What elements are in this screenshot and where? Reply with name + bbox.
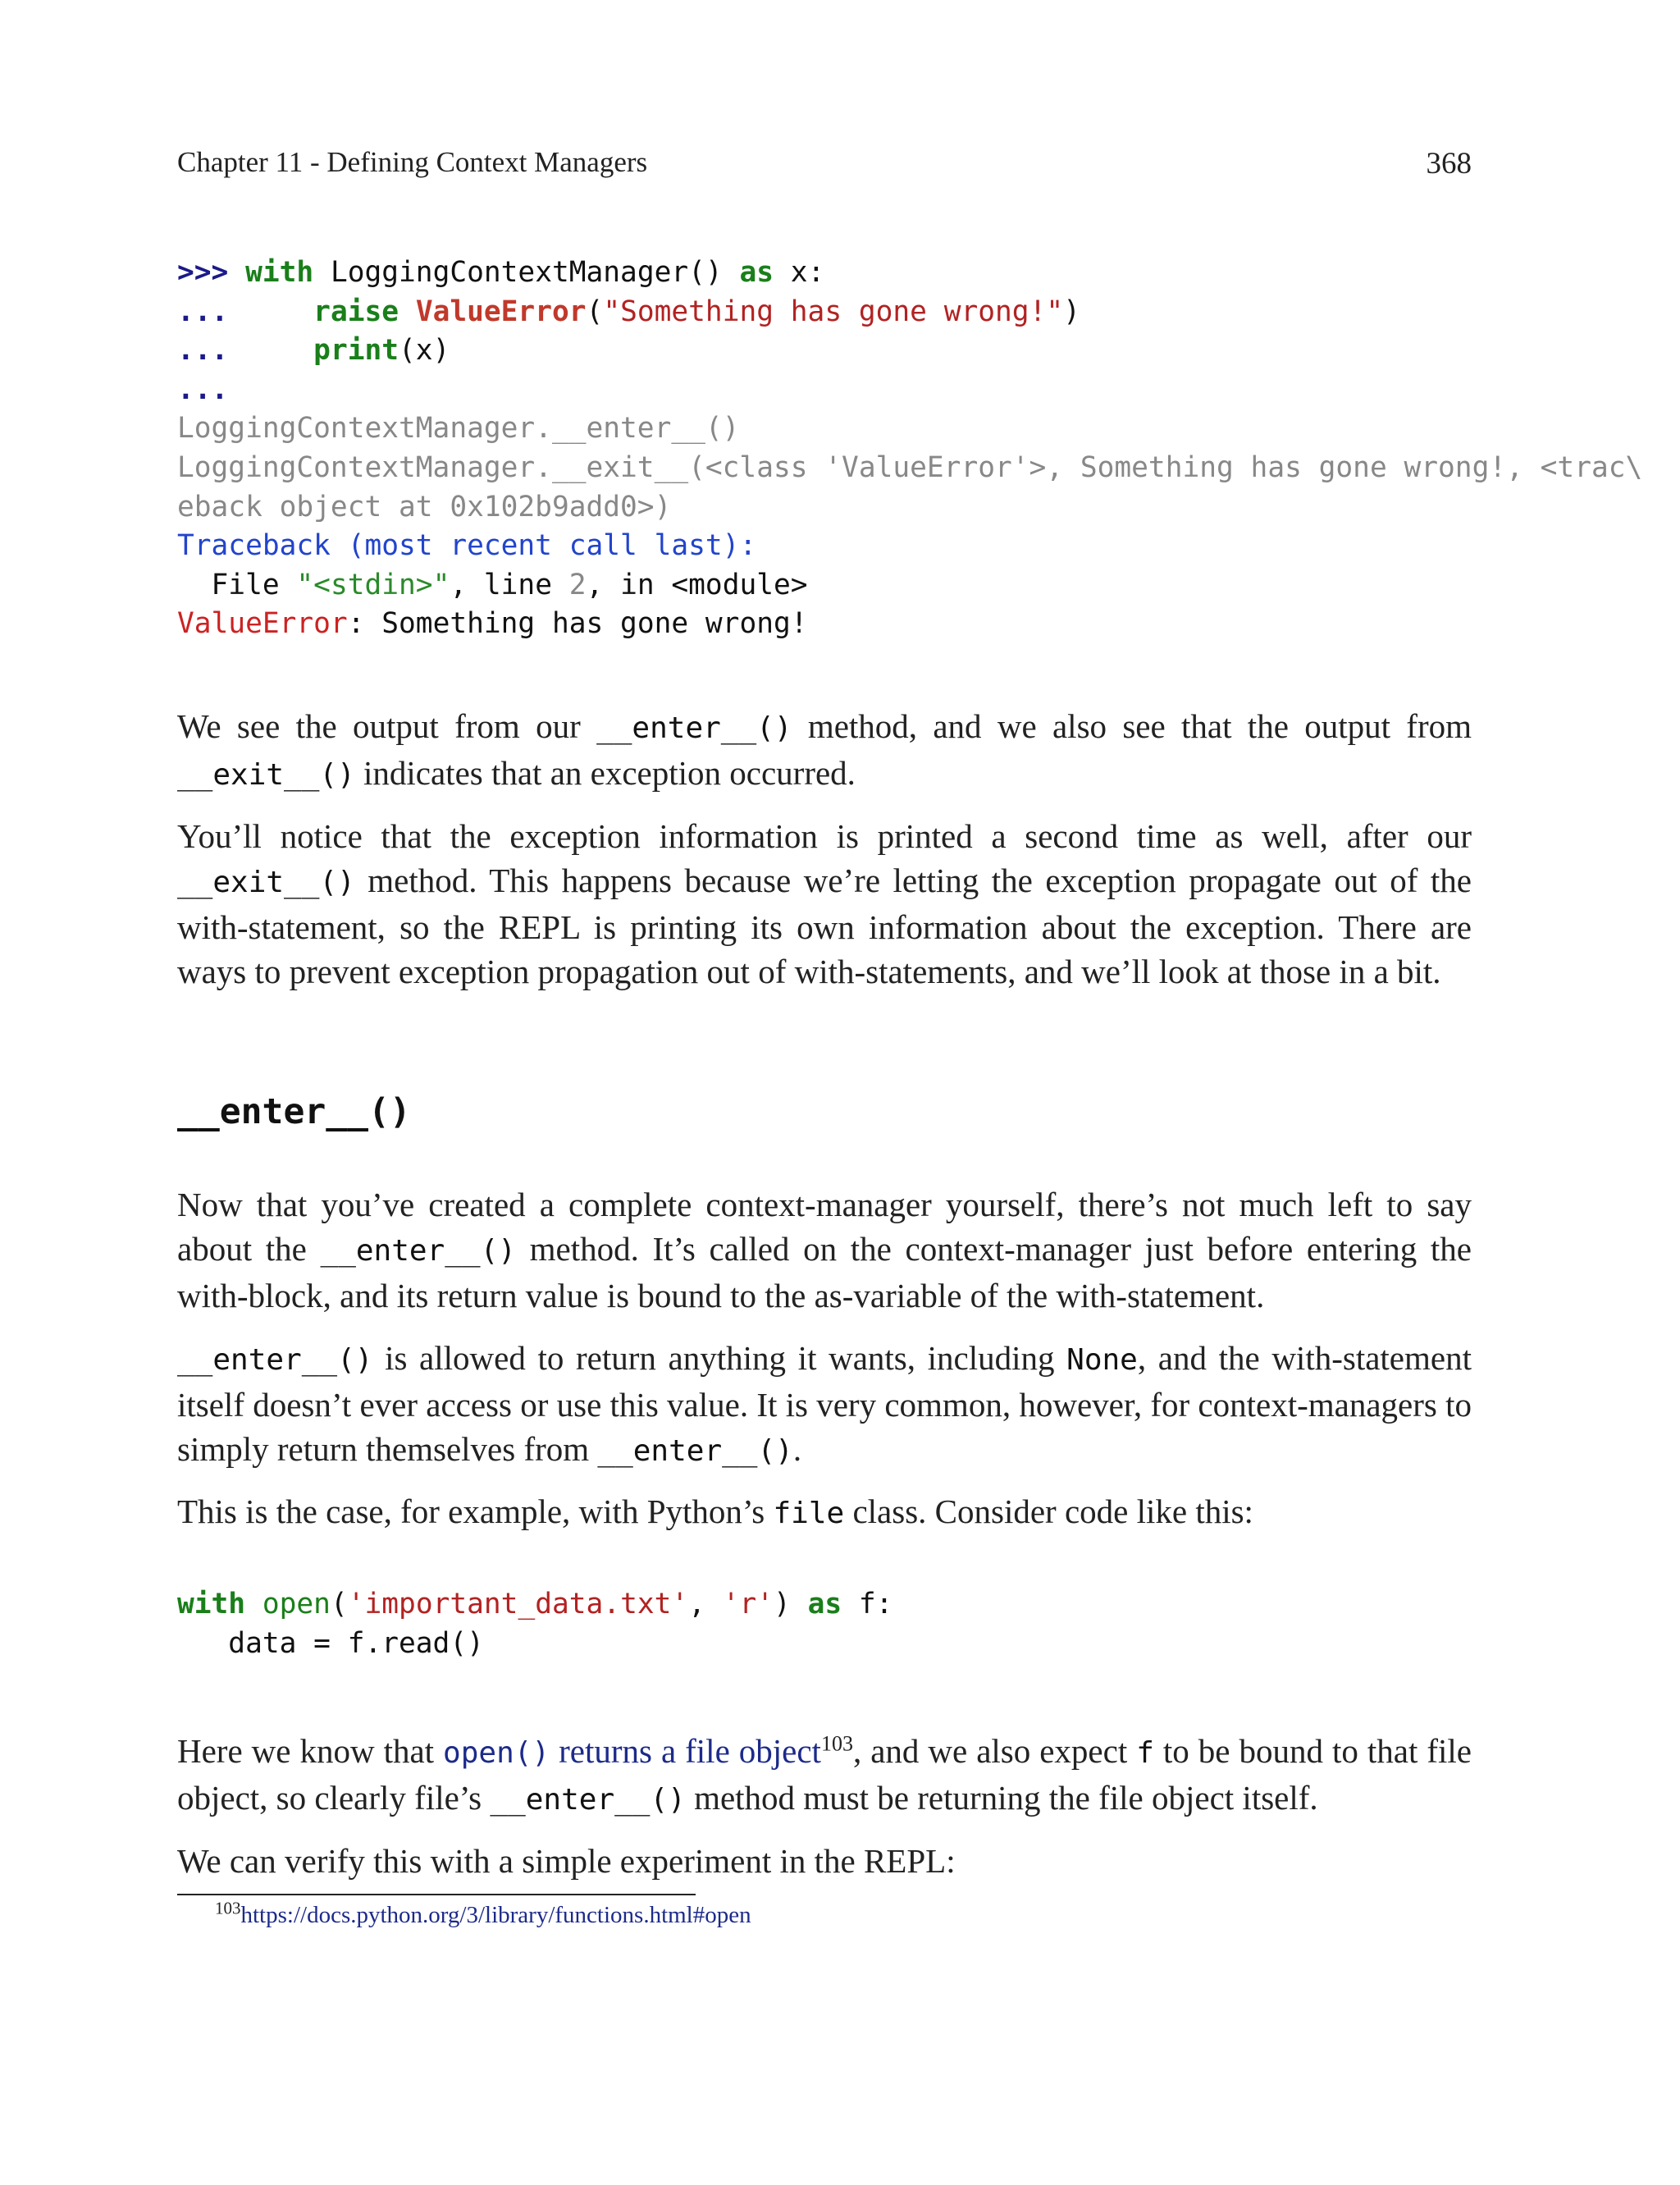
paragraph-4: __enter__() is allowed to return anything it wants, including None, and the with-statement itself doesn’t ever access or use this value. It is very common, however, for context-managers to simply return themselves from __enter__().	[177, 1339, 1472, 1468]
paragraph-2: You’ll notice that the exception information is printed a second time as well, after our __exit__() method. This happens because we’re letting the exception propagate out of the with-statement, so the REPL is printing its own information about the exception. There are ways to prevent exception propagation out of with-statements, and we’ll look at those in a bit.	[177, 817, 1472, 990]
repl-output-line: eback object at 0x102b9add0>)	[177, 490, 672, 523]
traceback-file-line: File "<stdin>", line 2, in <module>	[177, 568, 808, 601]
repl-output-line: LoggingContextManager.__exit__(<class 'ValueError'>, Something has gone wrong!, <trac\	[177, 450, 1643, 484]
footnote-url-link[interactable]: https://docs.python.org/3/library/functions.html#open	[240, 1902, 751, 1928]
file-code-block	[177, 1585, 892, 1663]
repl-line-3: ... print(x)	[177, 334, 450, 368]
repl-code-block	[177, 254, 1642, 644]
open-docs-link[interactable]: open() returns a file object	[443, 1732, 821, 1770]
traceback-header: Traceback (most recent call last):	[177, 529, 757, 563]
code-line-2: data = f.read()	[177, 1626, 484, 1660]
repl-line-1: >>> with LoggingContextManager() as x:	[177, 256, 825, 289]
page-number: 368	[1426, 147, 1472, 181]
code-line-1: with open('important_data.txt', 'r') as f:	[177, 1588, 893, 1620]
section-heading: __enter__()	[177, 1091, 411, 1132]
paragraph-6: Here we know that open() returns a file object$^{103}$, and we also expect f to be bound to that file object, so clearly file’s __enter__() method must be returning the file object itself.	[177, 1731, 1472, 1817]
chapter-title: Chapter 11 - Defining Context Managers	[177, 146, 648, 178]
footnote	[215, 1898, 751, 1929]
paragraph-1: We see the output from our __enter__() method, and we also see that the output from __exit__() indicates that an exception occurred.	[177, 707, 1472, 792]
footnote-ref[interactable]: 103	[820, 1731, 853, 1756]
paragraph-5: This is the case, for example, with Python’s file class. Consider code like this:	[177, 1492, 1253, 1530]
repl-output-line: LoggingContextManager.__enter__()	[177, 412, 740, 446]
repl-line-2: ... raise ValueError("Something has gone wrong!")	[177, 295, 1080, 328]
paragraph-3: Now that you’ve created a complete context-manager yourself, there’s not much left to say about the __enter__() method. It’s called on the context-manager just before entering the with-block, and its return value is bound to the as-variable of the with-statement.	[177, 1186, 1472, 1314]
footnote-number: 103	[215, 1898, 241, 1918]
paragraph-7: We can verify this with a simple experiment in the REPL:	[177, 1842, 956, 1880]
traceback-error-line: ValueError: Something has gone wrong!	[177, 607, 808, 641]
running-header	[177, 146, 1472, 179]
repl-line-4: ...	[177, 373, 229, 406]
footnote-divider	[177, 1894, 696, 1895]
